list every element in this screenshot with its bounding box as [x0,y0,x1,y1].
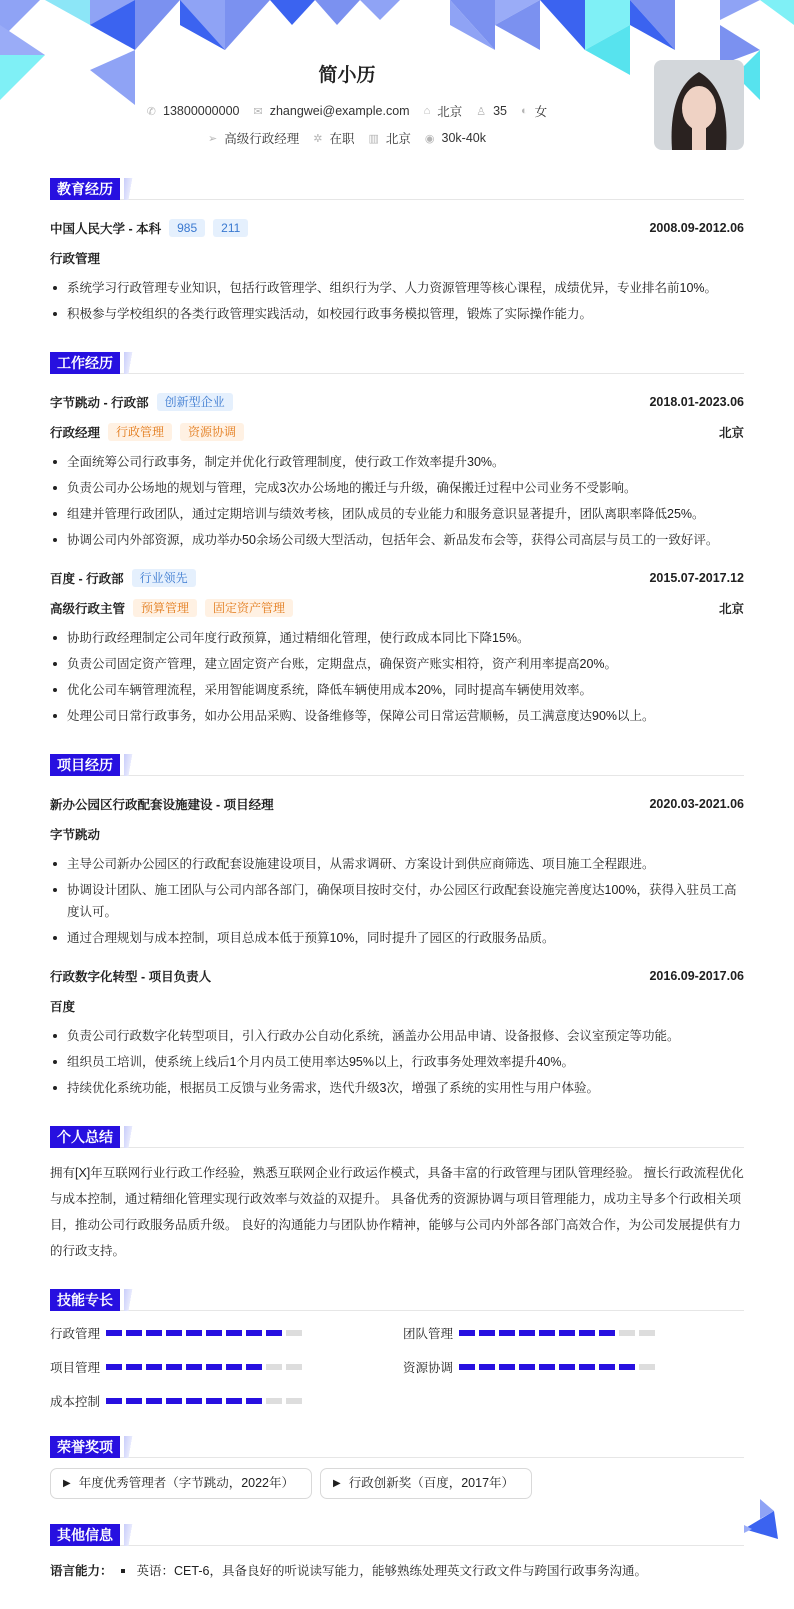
language-label: 语言能力： [50,1564,113,1578]
date: 2020.03-2021.06 [649,797,744,811]
skill-level-segment [599,1330,615,1336]
honor-text: 年度优秀管理者（字节跳动，2022年） [78,1476,295,1490]
bullet: 协调公司内外部资源，成功举办50余场公司级大型活动，包括年会、新品发布会等，获得公司高层与员工的一致好评。 [50,527,744,553]
send-icon: ➢ [208,132,218,145]
skill-name: 行政管理 [50,1327,101,1341]
city: 北京 [718,426,744,440]
skill-level-segment [639,1330,655,1336]
triangle-right-icon: ▶ [63,1478,71,1489]
bullet: 优化公司车辆管理流程，采用智能调度系统，降低车辆使用成本20%，同时提高车辆使用效率。 [50,677,744,703]
skill-level-segment [519,1364,535,1370]
salary: 30k-40k [441,131,486,145]
skill-level-bar [106,1364,302,1370]
skill-level-segment [539,1330,555,1336]
skill-level-segment [186,1364,202,1370]
skill-level-segment [459,1364,475,1370]
project-name: 新办公园区行政配套设施建设 - 项目经理 [50,798,274,812]
tag: 预算管理 [133,599,197,617]
skill-name: 资源协调 [403,1361,454,1375]
skill-level-segment [559,1364,575,1370]
age-icon: ♙ [476,105,487,118]
education-section [50,178,744,327]
skill-level-segment [266,1364,282,1370]
triangle-right-icon: ▶ [333,1478,341,1489]
age: 35 [493,104,508,118]
skill-level-segment [539,1364,555,1370]
tag: 211 [213,219,248,237]
date: 2016.09-2017.06 [649,969,744,983]
skill-level-segment [106,1364,122,1370]
skill-level-segment [206,1398,222,1404]
role: 行政经理 [50,426,101,440]
honors-section [50,1436,744,1499]
school: 中国人民大学 - 本科 [50,222,162,236]
project-name: 行政数字化转型 - 项目负责人 [50,970,212,984]
skill-level-segment [126,1364,142,1370]
bullet: 通过合理规划与成本控制，项目总成本低于预算10%，同时提升了园区的行政服务品质。 [50,925,744,951]
skill-level-segment [186,1398,202,1404]
bullet: 持续优化系统功能，根据员工反馈与业务需求，迭代升级3次，增强了系统的实用性与用户体验。 [50,1075,744,1101]
skill-item [403,1323,744,1343]
bullet: 负责公司固定资产管理，建立固定资产台账，定期盘点，确保资产账实相符，资产利用率提高20%。 [50,651,744,677]
tag: 行政管理 [108,423,172,441]
work-entry [50,387,744,553]
skill-level-segment [146,1364,162,1370]
skill-level-segment [266,1330,282,1336]
summary-section [50,1126,744,1264]
skill-level-bar [459,1364,655,1370]
skill-level-segment [559,1330,575,1336]
gender: 女 [534,105,548,119]
section-title: 项目经历 [50,754,120,776]
tag: 985 [169,219,205,237]
bullet: 负责公司行政数字化转型项目，引入行政办公自动化系统，涵盖办公用品申请、设备报修、会议室预定等功能。 [50,1023,744,1049]
skill-level-segment [579,1364,595,1370]
skill-level-segment [479,1330,495,1336]
skill-level-segment [619,1364,635,1370]
skill-level-bar [106,1330,302,1336]
corner-triangle-decoration [744,1499,778,1539]
bullet: 组建并管理行政团队，通过定期培训与绩效考核，团队成员的专业能力和服务意识显著提升，团队离职率降低25%。 [50,501,744,527]
tag: 固定资产管理 [205,599,293,617]
skill-level-segment [166,1364,182,1370]
tag: 行业领先 [132,569,196,587]
project-org: 百度 [50,1000,76,1014]
skill-level-segment [459,1330,475,1336]
section-title: 工作经历 [50,352,120,374]
date: 2008.09-2012.06 [649,221,744,235]
skill-level-bar [459,1330,655,1336]
tag: 创新型企业 [157,393,233,411]
honor-item [320,1468,532,1499]
project-section [50,754,744,1101]
skill-item [403,1357,744,1377]
skill-level-segment [579,1330,595,1336]
skill-level-segment [246,1364,262,1370]
skills-section [50,1289,744,1411]
skill-level-segment [286,1364,302,1370]
project-entry [50,789,744,951]
bullet: 协调设计团队、施工团队与公司内部各部门，确保项目按时交付，办公园区行政配套设施完善度达100%，获得入驻员工高度认可。 [50,877,744,925]
section-title: 教育经历 [50,178,120,200]
honor-item [50,1468,312,1499]
email: zhangwei@example.com [269,104,410,118]
bullet: 协助行政经理制定公司年度行政预算，通过精细化管理，使行政成本同比下降15%。 [50,625,744,651]
skill-level-segment [639,1364,655,1370]
project-entry [50,961,744,1101]
phone-icon: ✆ [146,105,157,118]
city: 北京 [437,105,463,119]
section-title: 其他信息 [50,1524,120,1546]
summary-text: 拥有[X]年互联网行业行政工作经验，熟悉互联网企业行政运作模式，具备丰富的行政管理与团队管理经验。 擅长行政流程优化与成本控制，通过精细化管理实现行政效率与效益的双提升。 具备优秀的资源协调与项目管理能力，成功主导多个行政相关项目，推动公司行政服务品质升级。 良好的沟通能力与团队协作精神，能够与公司内外部各部门高效合作，为公司发展提供有力的行政支持。 [50,1166,744,1258]
skill-level-segment [126,1330,142,1336]
contact-row [0,102,694,120]
candidate-name: 简小历 [318,65,376,86]
date: 2018.01-2023.06 [649,395,744,409]
skill-level-segment [226,1330,242,1336]
company: 字节跳动 - 行政部 [50,396,149,410]
skill-level-segment [499,1364,515,1370]
skill-level-segment [599,1364,615,1370]
section-title: 个人总结 [50,1126,120,1148]
skill-level-segment [226,1364,242,1370]
skill-level-segment [246,1330,262,1336]
skill-name: 团队管理 [403,1327,454,1341]
skill-level-bar [106,1398,302,1404]
work-entry [50,563,744,729]
language-text: 英语：CET-6，具备良好的听说读写能力，能够熟练处理英文行政文件与跨国行政事务沟通。 [136,1564,647,1578]
other-section [50,1524,744,1584]
salary-icon: ◉ [424,132,435,145]
skill-level-segment [246,1398,262,1404]
honor-text: 行政创新奖（百度，2017年） [348,1476,515,1490]
job-intent-row [0,129,694,147]
skill-item [50,1357,403,1377]
skill-level-segment [166,1398,182,1404]
bullet: 处理公司日常行政事务，如办公用品采购、设备维修等，保障公司日常运营顺畅，员工满意度达90%以上。 [50,703,744,729]
building-icon: ▥ [368,132,379,145]
skill-level-segment [519,1330,535,1336]
skill-level-segment [186,1330,202,1336]
skill-item [50,1391,403,1411]
skill-level-segment [206,1364,222,1370]
status: 在职 [329,132,355,146]
city: 北京 [718,602,744,616]
phone: 13800000000 [163,104,240,118]
skill-level-segment [499,1330,515,1336]
gender-icon: ◐ [521,105,528,117]
company: 百度 - 行政部 [50,572,124,586]
avatar-photo [654,60,744,150]
major: 行政管理 [50,252,101,266]
role: 高级行政主管 [50,602,126,616]
mail-icon: ✉ [253,105,263,118]
skill-level-segment [146,1330,162,1336]
skill-level-segment [106,1330,122,1336]
bullet: 主导公司新办公园区的行政配套设施建设项目，从需求调研、方案设计到供应商筛选、项目施工全程跟进。 [50,851,744,877]
bullet: 系统学习行政管理专业知识，包括行政管理学、组织行为学、人力资源管理等核心课程，成绩优异，专业排名前10%。 [50,275,744,301]
skill-level-segment [266,1398,282,1404]
skill-name: 项目管理 [50,1361,101,1375]
skill-level-segment [286,1398,302,1404]
skill-level-segment [619,1330,635,1336]
work-section [50,352,744,729]
skill-level-segment [126,1398,142,1404]
skill-item [50,1323,403,1343]
skill-name: 成本控制 [50,1395,101,1409]
section-title: 荣誉奖项 [50,1436,120,1458]
date: 2015.07-2017.12 [649,571,744,585]
skill-level-segment [146,1398,162,1404]
skill-level-segment [106,1398,122,1404]
target-city: 北京 [385,132,411,146]
position: 高级行政经理 [224,132,300,146]
home-icon: ⌂ [423,105,431,117]
section-title: 技能专长 [50,1289,120,1311]
bullet: 组织员工培训，使系统上线后1个月内员工使用率达95%以上，行政事务处理效率提升40%。 [50,1049,744,1075]
bullet: 积极参与学校组织的各类行政管理实践活动，如校园行政事务模拟管理，锻炼了实际操作能力。 [50,301,744,327]
skill-level-segment [286,1330,302,1336]
skill-level-segment [206,1330,222,1336]
skill-level-segment [226,1398,242,1404]
tag: 资源协调 [180,423,244,441]
project-org: 字节跳动 [50,828,101,842]
bullet: 负责公司办公场地的规划与管理，完成3次办公场地的搬迁与升级，确保搬迁过程中公司业务不受影响。 [50,475,744,501]
status-icon: ✲ [313,132,323,145]
skill-level-segment [479,1364,495,1370]
skill-level-segment [166,1330,182,1336]
bullet: 全面统筹公司行政事务，制定并优化行政管理制度，使行政工作效率提升30%。 [50,449,744,475]
